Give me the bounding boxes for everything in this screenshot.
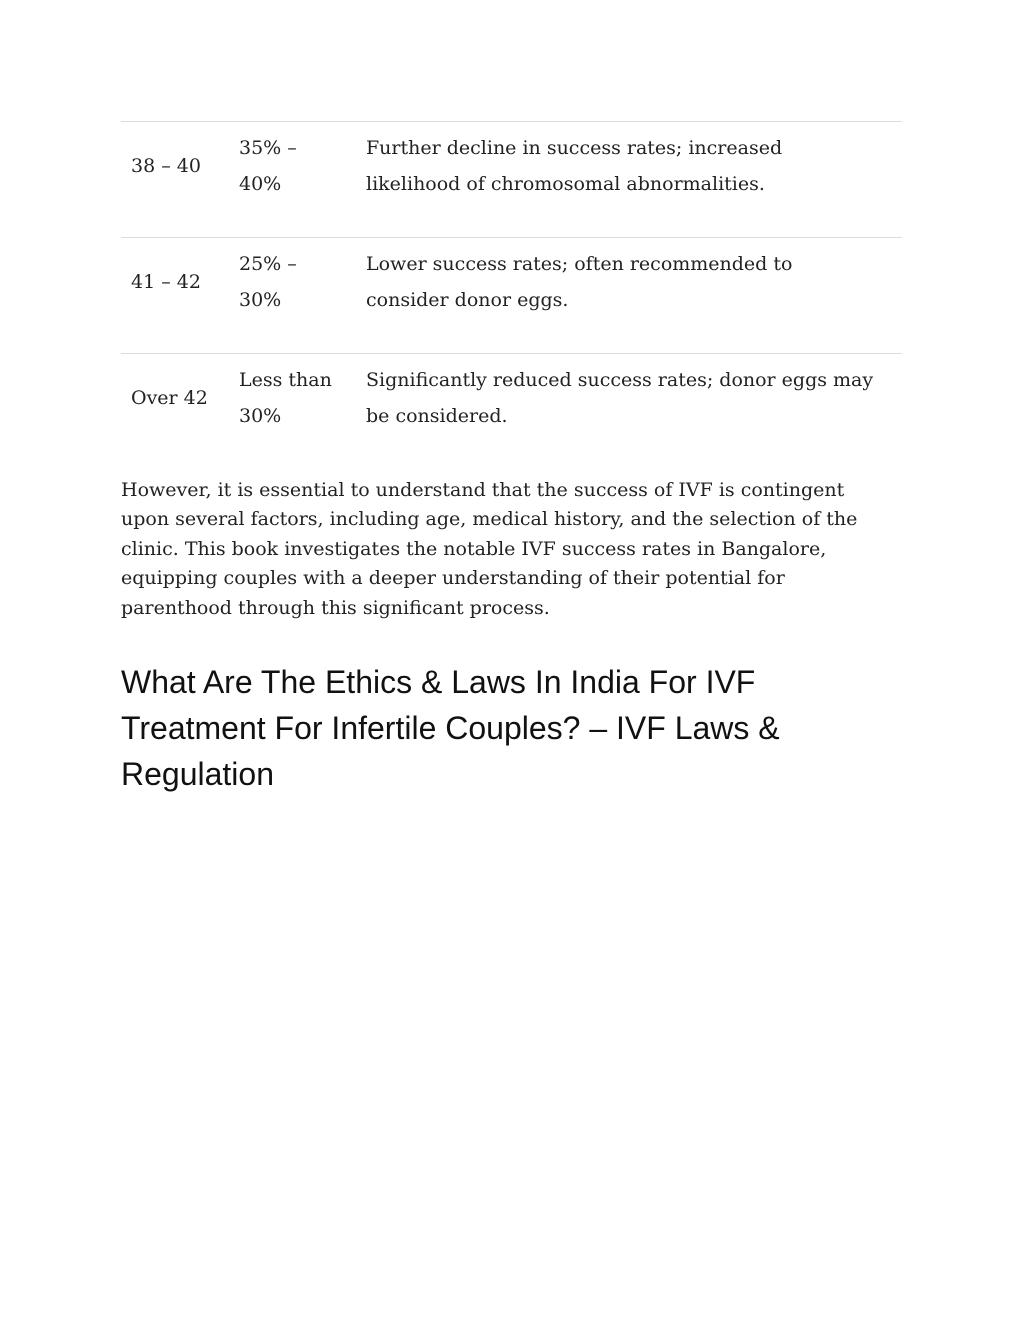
heading-line: What Are The Ethics & Laws In India For IVF	[121, 664, 756, 700]
heading-line: Regulation	[121, 756, 274, 792]
paragraph-line: upon several factors, including age, medical history, and the selection of the	[121, 508, 858, 530]
note-text-line: Further decline in success rates; increased	[366, 136, 783, 159]
heading-line: Treatment For Infertile Couples? – IVF Laws &	[121, 710, 780, 746]
rate-text-line: 30%	[239, 404, 282, 427]
rate-cell	[229, 354, 356, 454]
document-page	[121, 121, 902, 797]
note-text-line: Lower success rates; often recommended to	[366, 252, 793, 275]
rate-cell	[229, 238, 356, 354]
age-text: Over 42	[131, 386, 208, 409]
paragraph-line: equipping couples with a deeper understanding of their potential for	[121, 567, 785, 589]
note-text-line: likelihood of chromosomal abnormalities.	[366, 172, 765, 195]
note-text-line: be considered.	[366, 404, 508, 427]
note-cell	[356, 238, 902, 354]
age-cell	[121, 238, 229, 354]
note-text-line: consider donor eggs.	[366, 288, 569, 311]
rate-text-line: Less than	[239, 368, 332, 391]
rate-text-line: 30%	[239, 288, 282, 311]
rate-text-line: 35% –	[239, 136, 297, 159]
rate-text-line: 40%	[239, 172, 282, 195]
rate-cell	[229, 122, 356, 238]
age-text: 38 – 40	[131, 154, 201, 177]
note-text-line: Significantly reduced success rates; donor eggs may	[366, 368, 874, 391]
note-cell	[356, 354, 902, 454]
table-row	[121, 122, 902, 238]
ivf-success-rates-table	[121, 121, 902, 454]
note-cell	[356, 122, 902, 238]
paragraph-line: parenthood through this significant process.	[121, 596, 550, 619]
table-row	[121, 354, 902, 454]
age-cell	[121, 354, 229, 454]
paragraph-line: However, it is essential to understand that the success of IVF is contingent	[121, 478, 845, 501]
paragraph-line: clinic. This book investigates the notable IVF success rates in Bangalore,	[121, 537, 827, 560]
age-text: 41 – 42	[131, 270, 201, 293]
body-paragraph	[121, 476, 902, 624]
age-cell	[121, 122, 229, 238]
rate-text-line: 25% –	[239, 252, 297, 275]
table-row	[121, 238, 902, 354]
section-heading	[121, 659, 902, 797]
